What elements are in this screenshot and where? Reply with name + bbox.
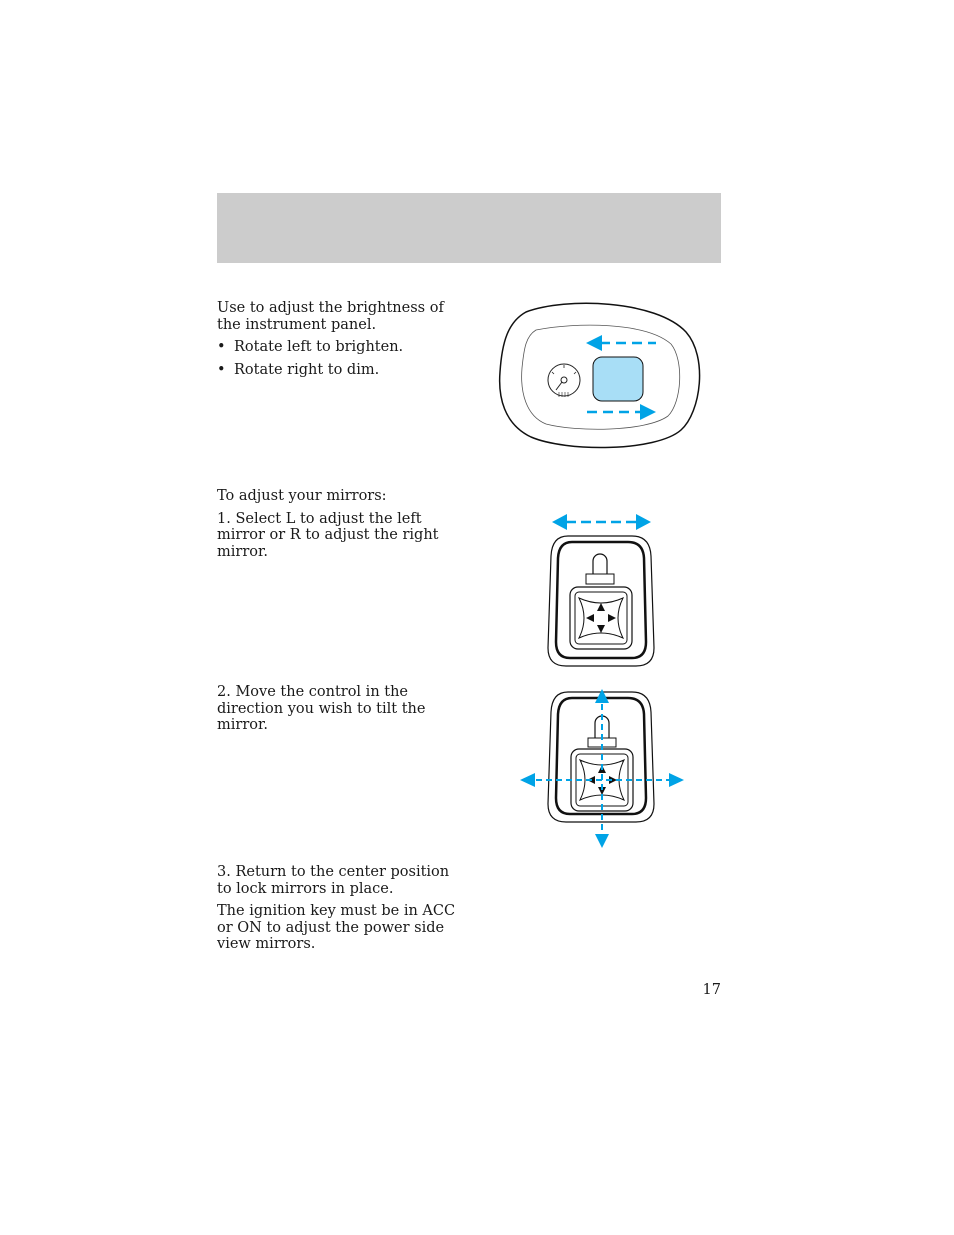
- mirrors-step-2: 2. Move the control in the direction you wish to tilt the mirror.: [217, 684, 426, 733]
- dimmer-text-block: [217, 300, 467, 384]
- arrow-left-icon: [586, 335, 656, 351]
- dimmer-intro: Use to adjust the brightness of the instrument panel.: [217, 300, 444, 333]
- bullet-item: [217, 339, 467, 356]
- bullet-text-brighten: Rotate left to brighten.: [234, 339, 404, 355]
- mirrors-step-2-block: [217, 684, 432, 740]
- gauge-icon: [548, 364, 580, 397]
- bullet-symbol: •: [217, 339, 226, 355]
- bullet-text-dim: Rotate right to dim.: [234, 361, 380, 378]
- bullet-symbol: •: [217, 361, 226, 378]
- arrow-right-icon: [587, 404, 656, 420]
- mirror-tilt-illustration: [516, 684, 688, 852]
- dimmer-switch-illustration: [496, 302, 706, 452]
- mirrors-note: The ignition key must be in ACC or ON to adjust the power side view mirrors.: [217, 903, 456, 952]
- mirrors-intro: To adjust your mirrors:: [217, 488, 387, 504]
- page-number: 17: [702, 982, 721, 998]
- selector-base: [586, 574, 614, 584]
- dimmer-knob: [593, 357, 643, 401]
- bullet-item: [217, 362, 467, 379]
- mirror-selector-illustration: [540, 510, 665, 672]
- double-arrow-horizontal-icon: [552, 514, 651, 530]
- mirrors-step-3: 3. Return to the center position to lock mirrors in place.: [217, 864, 450, 897]
- mirrors-step-1: 1. Select L to adjust the left mirror or R to adjust the right mirror.: [217, 510, 439, 560]
- mirrors-intro-block: [217, 488, 462, 566]
- mirrors-step-3-block: [217, 864, 462, 959]
- tilt-arrows-icon: [520, 689, 684, 848]
- section-header-band: [217, 193, 721, 263]
